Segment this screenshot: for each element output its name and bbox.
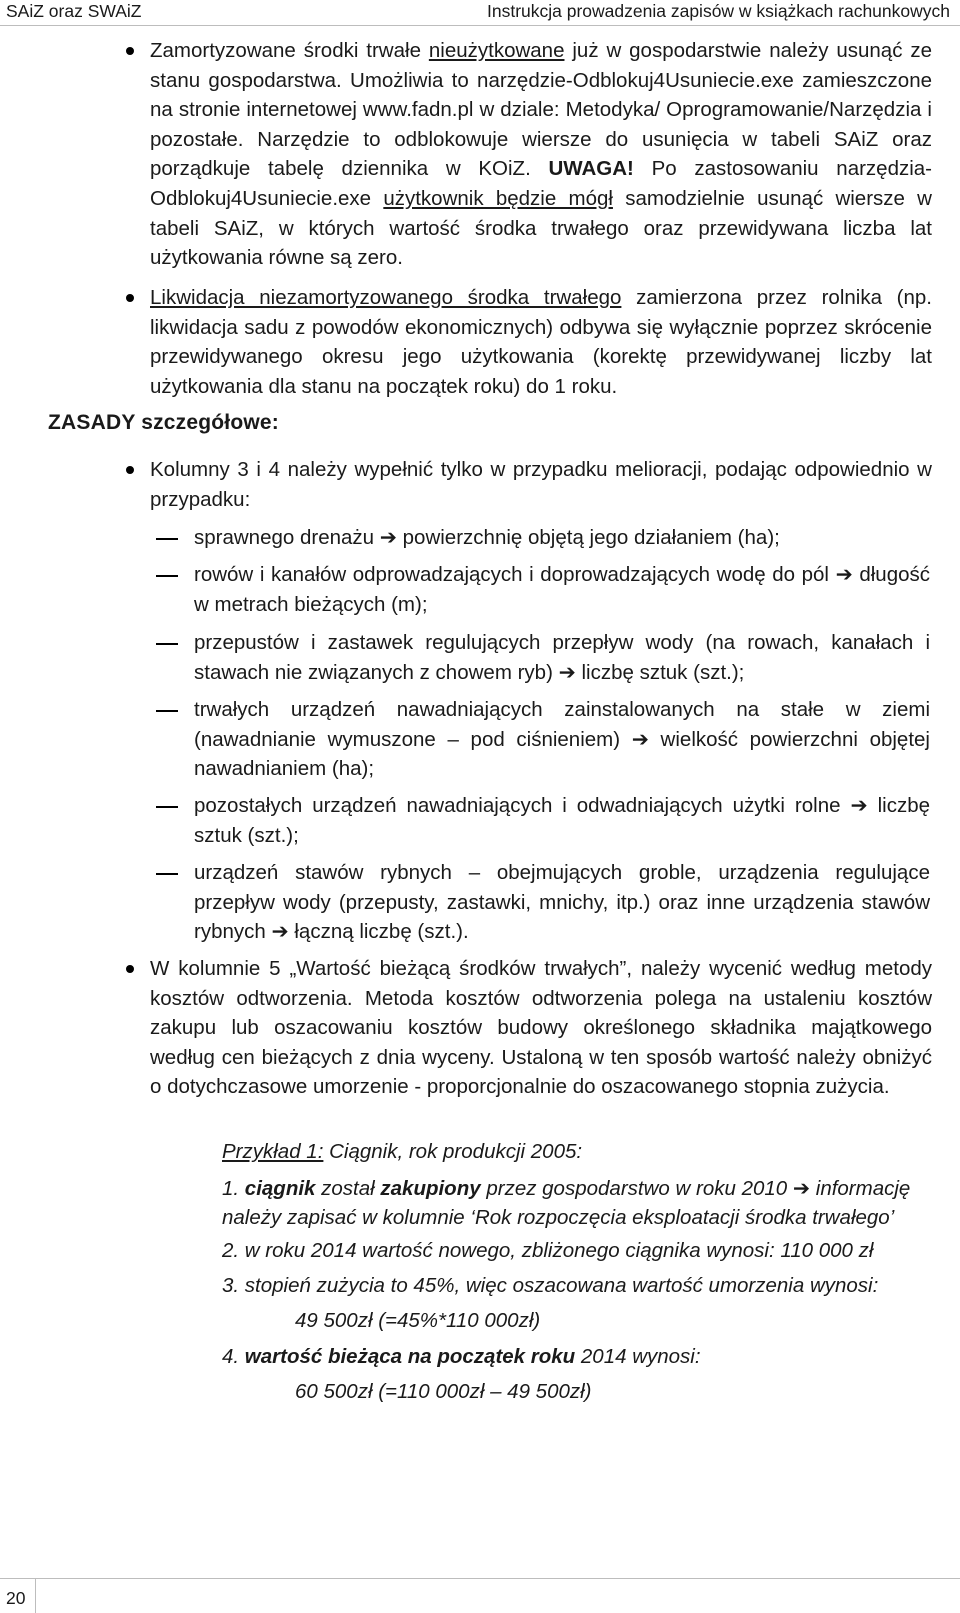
- text-bold: ciągnik: [244, 1177, 316, 1200]
- item-text: długość w metrach bieżących (m);: [194, 563, 931, 616]
- list-item: [194, 523, 930, 553]
- example-step-4: [222, 1342, 934, 1371]
- example-label: Przykład 1:: [222, 1140, 324, 1163]
- text-underlined: nieużytkowane: [428, 39, 565, 62]
- text: Po zastosowaniu narzędzia-Odblokuj4Usuniecie.exe: [150, 157, 932, 210]
- text: informację należy zapisać w kolumnie ‘Rok rozpoczęcia eksploatacji środka trwałego’: [222, 1177, 911, 1229]
- text: przez gospodarstwo w roku 2010: [480, 1177, 793, 1200]
- example-step-2: 2. w roku 2014 wartość nowego, zbliżonego ciągnika wynosi: 110 000 zł: [222, 1239, 874, 1262]
- dash-icon: [156, 643, 178, 645]
- paragraph-decommission: [150, 36, 932, 273]
- arrow-icon: ➔: [850, 794, 868, 817]
- arrow-icon: ➔: [631, 727, 649, 751]
- text: został: [315, 1177, 381, 1200]
- example-step-3: 3. stopień zużycia to 45%, więc oszacowana wartość umorzenia wynosi:: [222, 1274, 879, 1297]
- dash-icon: [156, 873, 178, 875]
- item-text: liczbę sztuk (szt.);: [575, 660, 745, 684]
- example-calc-3: 49 500zł (=45%*110 000zł): [295, 1309, 541, 1332]
- item-text: powierzchnię objętą jego działaniem (ha);: [396, 526, 780, 549]
- text: już w gospodarstwie należy usunąć ze stanu gospodarstwa. Umożliwia to narzędzie-Odblokuj4Usuniecie.exe zamieszczone na stronie internetowej www.fadn.pl w dziale: Metodyka/ Oprogramowanie/Narzędzia i pozostałe. Narzędzie to odblokowuje wiersze do usunięcia w tabeli SAiZ oraz porządkuje tabelę dziennika w KOiZ.: [150, 39, 932, 181]
- text-bold: zakupiony: [380, 1177, 481, 1200]
- arrow-icon: ➔: [835, 563, 853, 586]
- bullet-icon: [126, 47, 134, 55]
- text: samodzielnie usunąć wiersze w tabeli SAiZ, w których wartość środka trwałego oraz przewidywana liczba lat użytkowania równe są zero.: [150, 186, 932, 270]
- list-item: [194, 791, 930, 850]
- text-underlined: Likwidacja niezamortyzowanego środka trwałego: [150, 286, 622, 309]
- bullet-icon: [126, 294, 134, 302]
- item-text: liczbę sztuk (szt.);: [194, 794, 930, 847]
- text: 2014 wynosi:: [575, 1345, 701, 1368]
- example-step-1: [222, 1174, 934, 1232]
- item-text: łączną liczbę (szt.).: [288, 920, 469, 944]
- bullet-icon: [126, 466, 134, 474]
- text: 1.: [222, 1177, 245, 1200]
- header-left-title: SAiZ oraz SWAiZ: [6, 1, 142, 21]
- header-right-title: Instrukcja prowadzenia zapisów w książkach rachunkowych: [487, 1, 950, 21]
- item-text: trwałych urządzeń nawadniających zainstalowanych na stałe w ziemi (nawadnianie wymuszone – pod ciśnieniem): [194, 698, 930, 751]
- arrow-icon: ➔: [379, 526, 397, 549]
- text-bold: wartość bieżąca na początek roku: [244, 1345, 576, 1368]
- example-calc-4: 60 500zł (=110 000zł – 49 500zł): [295, 1380, 592, 1403]
- text-underlined: użytkownik będzie mógł: [383, 186, 613, 210]
- text: zamierzona przez rolnika (np. likwidacja sadu z powodów ekonomicznych) odbywa się wyłącznie poprzez skrócenie przewidywanego okresu jego użytkowania (korektę przewidywanej liczby lat użytkowania dla stanu na początek roku) do 1 roku.: [150, 286, 932, 398]
- page-number: 20: [6, 1588, 26, 1608]
- dash-icon: [156, 575, 178, 577]
- item-text: rowów i kanałów odprowadzających i doprowadzających wodę do pól: [194, 563, 836, 586]
- list-item: [194, 560, 930, 619]
- paragraph-column-5: W kolumnie 5 „Wartość bieżącą środków trwałych”, należy wycenić według metody kosztów odtworzenia. Metoda kosztów odtworzenia polega na ustaleniu kosztów zakupu lub oszacowaniu kosztów budowy określonego składnika majątkowego według cen bieżących z dnia wyceny. Ustaloną w ten sposób wartość należy obniżyć o dotychczasowe umorzenie - proporcjonalnie do oszacowanego stopnia zużycia.: [150, 957, 932, 1099]
- footer-rule: [0, 1578, 960, 1579]
- text: Zamortyzowane środki trwałe: [150, 39, 429, 62]
- item-text: przepustów i zastawek regulujących przepływ wody (na rowach, kanałach i stawach nie związanych z chowem ryb): [194, 631, 930, 684]
- example-subject: Ciągnik, rok produkcji 2005:: [323, 1140, 583, 1163]
- item-text: sprawnego drenażu: [194, 526, 380, 549]
- arrow-icon: ➔: [558, 660, 576, 684]
- warning-label: UWAGA!: [548, 157, 634, 181]
- paragraph-liquidation: [150, 283, 932, 401]
- page-header: [0, 0, 960, 26]
- dash-icon: [156, 538, 178, 540]
- list-item: [194, 695, 930, 784]
- item-text: wielkość powierzchni objętej nawadnianiem (ha);: [194, 727, 930, 781]
- item-text: pozostałych urządzeń nawadniających i odwadniających użytki rolne: [194, 794, 851, 817]
- list-item: [194, 628, 930, 687]
- text: 4.: [222, 1345, 245, 1368]
- dash-icon: [156, 710, 178, 712]
- dash-icon: [156, 806, 178, 808]
- bullet-icon: [126, 965, 134, 973]
- section-heading: ZASADY szczegółowe:: [48, 411, 279, 434]
- arrow-icon: ➔: [271, 920, 289, 944]
- paragraph-columns-3-4: Kolumny 3 i 4 należy wypełnić tylko w przypadku melioracji, podając odpowiednio w przypadku:: [150, 458, 932, 511]
- example-title: [222, 1137, 934, 1166]
- item-text: urządzeń stawów rybnych – obejmujących groble, urządzenia regulujące przepływ wody (przepusty, zastawki, mnichy, itp.) oraz inne urządzenia stawów rybnych: [194, 861, 930, 944]
- arrow-icon: ➔: [792, 1177, 811, 1200]
- list-item: [194, 858, 930, 947]
